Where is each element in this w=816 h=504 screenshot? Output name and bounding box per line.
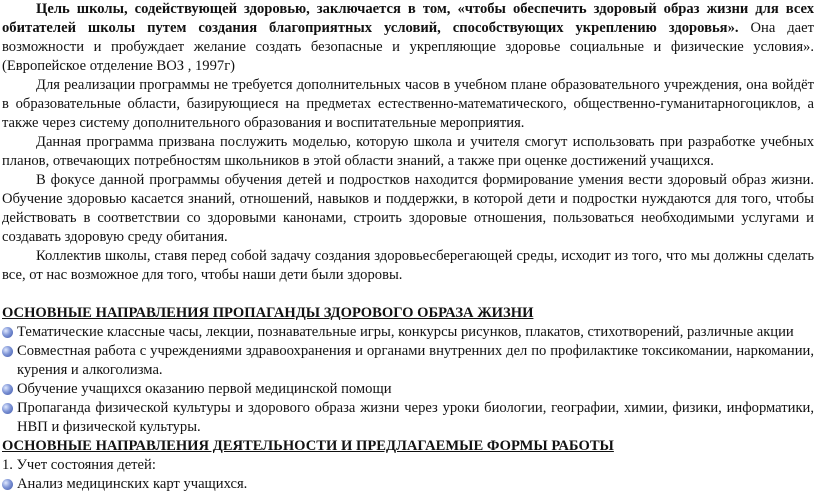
list-item xyxy=(2,380,814,399)
bullet-icon xyxy=(2,479,13,490)
list-item-text: Совместная работа с учреждениями здравоохранения и органами внутренних дел по профилактике токсикомании, наркомании, курения и алкоголизма. xyxy=(17,343,814,378)
list-item xyxy=(2,342,814,380)
numbered-item: 1. Учет состояния детей: xyxy=(2,457,156,473)
intro-paragraph xyxy=(2,0,814,76)
paragraph-focus: В фокусе данной программы обучения детей и подростков находится формирование умения вести здоровый образ жизни. Обучение здоровью касается знаний, отношений, навыков и поддержки, в которой дети и подростки нуждаются для того, чтобы действовать в соответствии со здоровыми канонами, строить здоровые отношения, пользоваться необходимыми услугами и создавать здоровую среду обитания. xyxy=(2,172,814,245)
list-item-text: Анализ медицинских карт учащихся. xyxy=(17,476,248,492)
list-item-text: Пропаганда физической культуры и здорового образа жизни через уроки биологии, географии, химии, физики, информатики, НВП и физической культуры. xyxy=(17,400,814,435)
section-heading-propaganda: ОСНОВНЫЕ НАПРАВЛЕНИЯ ПРОПАГАНДЫ ЗДОРОВОГО ОБРАЗА ЖИЗНИ xyxy=(2,305,534,321)
paragraph-implementation: Для реализации программы не требуется дополнительных часов в учебном плане образовательного учреждения, она войдёт в образовательные области, базирующиеся на предметах естественно-математического, общественно-гуманитарногоциклов, а также через систему дополнительного образования и воспитательные мероприятия. xyxy=(2,77,814,131)
bullet-icon xyxy=(2,384,13,395)
section-heading-activities: ОСНОВНЫЕ НАПРАВЛЕНИЯ ДЕЯТЕЛЬНОСТИ И ПРЕДЛАГАЕМЫЕ ФОРМЫ РАБОТЫ xyxy=(2,438,614,454)
list-item xyxy=(2,323,814,342)
bullet-icon xyxy=(2,403,13,414)
list-item-text: Обучение учащихся оказанию первой медицинской помощи xyxy=(17,381,392,397)
blank-line xyxy=(2,285,814,304)
list-item xyxy=(2,399,814,437)
list-item xyxy=(2,475,814,494)
intro-lead-rest: Она дает возможности и пробуждает желание создать безопасные и укрепляющие здоровье социальные и физические условия». (Европейское отделение ВОЗ , 1997г) xyxy=(2,20,814,74)
bullet-icon xyxy=(2,327,13,338)
paragraph-model: Данная программа призвана послужить моделью, которую школа и учителя смогут использовать при разработке учебных планов, отвечающих потребностям школьников в этой области знаний, а также при оценке достижений учащихся. xyxy=(2,134,814,169)
bullet-icon xyxy=(2,346,13,357)
intro-lead-bold: Цель школы, содействующей здоровью, заключается в том, «чтобы обеспечить здоровый образ жизни для всех обитателей школы путем создания благоприятных условий, способствующих укреплению здоровья». xyxy=(2,1,814,36)
paragraph-staff: Коллектив школы, ставя перед собой задачу создания здоровьесберегающей среды, исходит из того, что мы должны сделать все, от нас возможное для того, чтобы наши дети были здоровы. xyxy=(2,248,814,283)
list-item-text: Тематические классные часы, лекции, познавательные игры, конкурсы рисунков, плакатов, стихотворений, различные акции xyxy=(17,324,794,340)
